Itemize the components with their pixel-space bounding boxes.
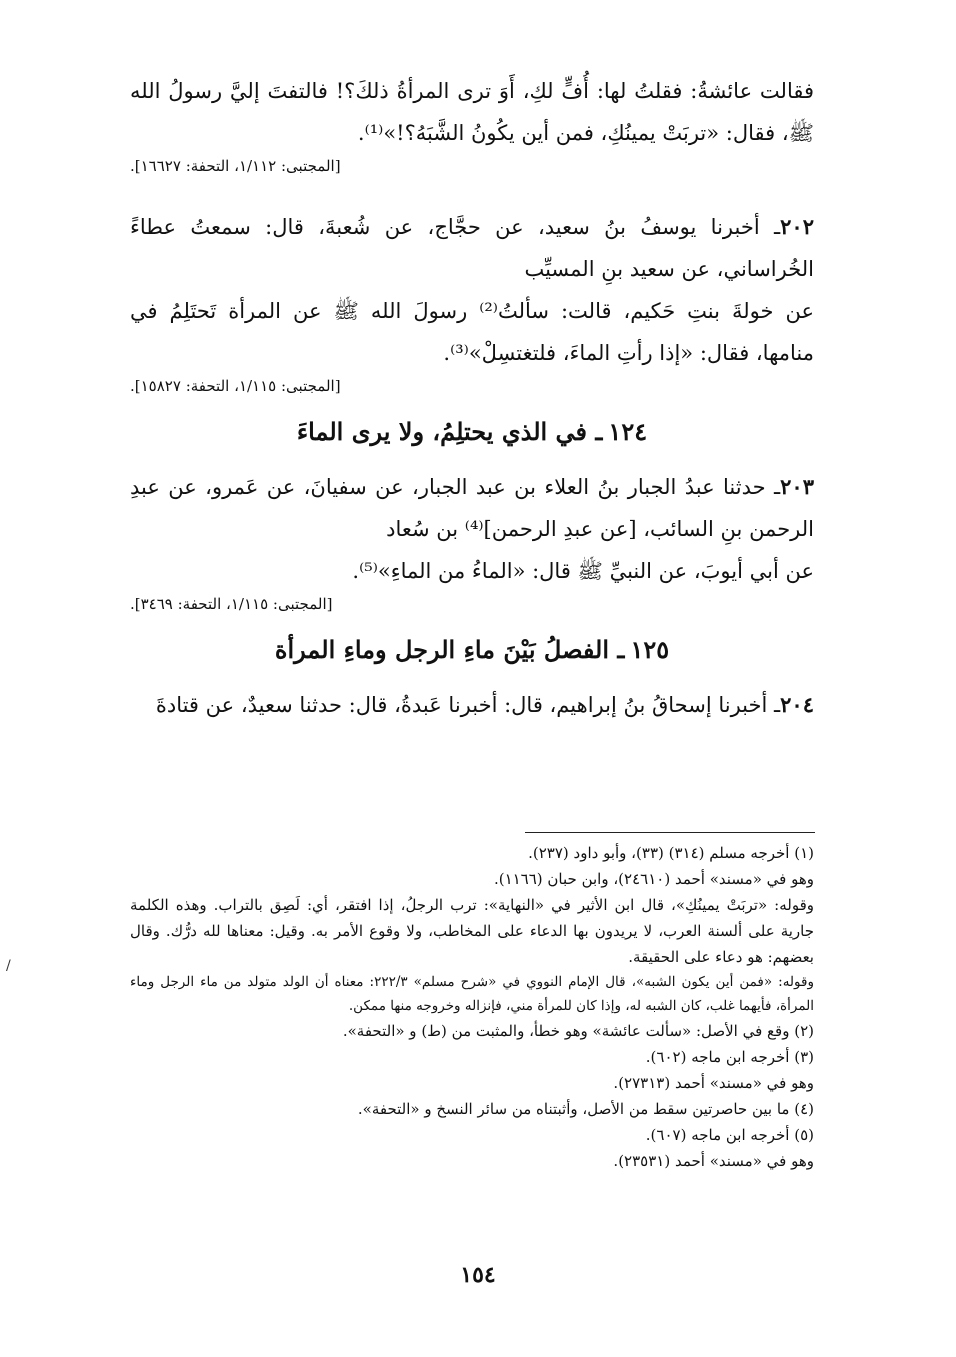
paragraph-aisha: فقالت عائشةُ: فقلتُ لها: أُفٍّ لكِ، أَوَ ترى المرأةُ ذلكَ؟! فالتفتَ إليَّ رسولُ الله ﷺ، فقال: «تربَتْ يمينُكِ، فمن أين يكُونُ الشَّبَهُ؟!»⁽¹⁾.: [130, 79, 814, 145]
footnote-1-source: (١) أخرجه مسلم (٣١٤) (٣٣)، وأبو داود (٢٣٧).: [528, 844, 814, 862]
chapter-number-125: ١٢٥: [630, 635, 670, 664]
hadith-202-text: ـ أخبرنا يوسفُ بنُ سعيد، عن حجَّاج، عن شُعبةَ، قال: سمعتُ عطاءً الخُراساني، عن سعيد بنِ المسيِّب: [130, 215, 814, 281]
citation-3-text: [المجتبى: ١/١١٥، التحفة: ٣٤٦٩].: [130, 595, 333, 613]
chapter-number-124: ١٢٤: [608, 417, 648, 446]
citation-1-text: [المجتبى: ١/١١٢، التحفة: ١٦٦٢٧].: [130, 157, 341, 175]
citation-1: [130, 154, 814, 178]
stray-mark: /: [6, 958, 11, 974]
main-text: [130, 70, 814, 726]
citation-2: [130, 374, 814, 398]
footnote-4: (٤) ما بين حاصرتين سقط من الأصل، وأثبتناه من سائر النسخ و «التحفة».: [357, 1100, 814, 1118]
citation-3: [130, 592, 814, 616]
chapter-title-124: ـ في الذي يحتلِمُ، ولا يرى الماءَ: [296, 417, 603, 446]
hadith-204-isnad: [130, 684, 814, 726]
footnote-1-musnad: وهو في «مسند» أحمد (٢٤٦١٠)، وابن حبان (١١٦٦).: [493, 870, 814, 888]
hadith-number-202: ٢٠٢: [780, 214, 814, 239]
page-number: ١٥٤: [460, 1262, 496, 1288]
footnote-1-nawawi: وقوله: «فمن أين يكون الشبه»، قال الإمام النووي في «شرح مسلم» ٢٢٢/٣: معناه أن الولد متولد من ماء الرجل وماء المرأة، فأيهما غلب، كان الشبه له، وإذا كان للمرأة مني، فإنزاله وخروجه منها ممكن.: [130, 974, 814, 1014]
footnotes: [130, 840, 814, 1174]
hadith-204-text: ـ أخبرنا إسحاقُ بنُ إبراهيم، قال: أخبرنا عَبدةُ، قال: حدثنا سعيدٌ، عن قتادةَ: [155, 693, 781, 717]
footnote-5-musnad: وهو في «مسند» أحمد (٢٣٥٣١).: [613, 1152, 814, 1170]
footnote-divider: [525, 832, 815, 833]
citation-2-text: [المجتبى: ١/١١٥، التحفة: ١٥٨٢٧].: [130, 377, 341, 395]
chapter-title-125: ـ الفصلُ بَيْنَ ماءِ الرجل وماءِ المرأة: [274, 635, 625, 664]
footnote-1-explanation: وقوله: «تربَتْ يمينُكِ»، قال ابن الأثير في «النهاية»: ترب الرجلُ، إذا افتقر، أي: لَصِق بالتراب. وهذه الكلمة جارية على ألسنة العرب، لا يريدون بها الدعاء على المخاطب، ولا وقوع الأمر به. وقيل: معناها لله درُّك. وقال بعضهم: هو دعاء على الحقيقة.: [130, 896, 814, 966]
hadith-number-204: ٢٠٤: [780, 692, 814, 717]
hadith-203-text: ـ حدثنا عبدُ الجبار بنُ العلاء بن عبد الجبار، عن سفيانَ، عن عَمرو، عن عبدِ الرحمن بنِ السائب، [عن عبدِ الرحمن]⁽⁴⁾ بن سُعاد: [130, 475, 814, 541]
footnote-5-source: (٥) أخرجه ابن ماجه (٦٠٧).: [645, 1126, 814, 1144]
hadith-202-matn: عن خولةَ بنتِ حَكيم، قالت: سألتُ⁽²⁾ رسولَ الله ﷺ عن المرأة تَحتَلِمُ في منامها، فقال: «إذا رأتِ الماءَ، فلتغتسِلْ»⁽³⁾.: [130, 299, 814, 365]
hadith-203-isnad: [130, 466, 814, 550]
footnote-3-musnad: وهو في «مسند» أحمد (٢٧٣١٣).: [613, 1074, 814, 1092]
hadith-number-203: ٢٠٣: [780, 474, 814, 499]
chapter-heading-124: [130, 412, 814, 452]
chapter-heading-125: [130, 630, 814, 670]
footnote-2: (٢) وقع في الأصل: «سألت عائشة» وهو خطأ، والمثبت من (ط) و «التحفة».: [342, 1022, 814, 1040]
hadith-202-isnad: [130, 206, 814, 290]
footnote-3-source: (٣) أخرجه ابن ماجه (٦٠٢).: [645, 1048, 814, 1066]
hadith-203-matn: عن أبي أيوبَ، عن النبيِّ ﷺ قال: «الماءُ من الماءِ»⁽⁵⁾.: [352, 559, 814, 583]
